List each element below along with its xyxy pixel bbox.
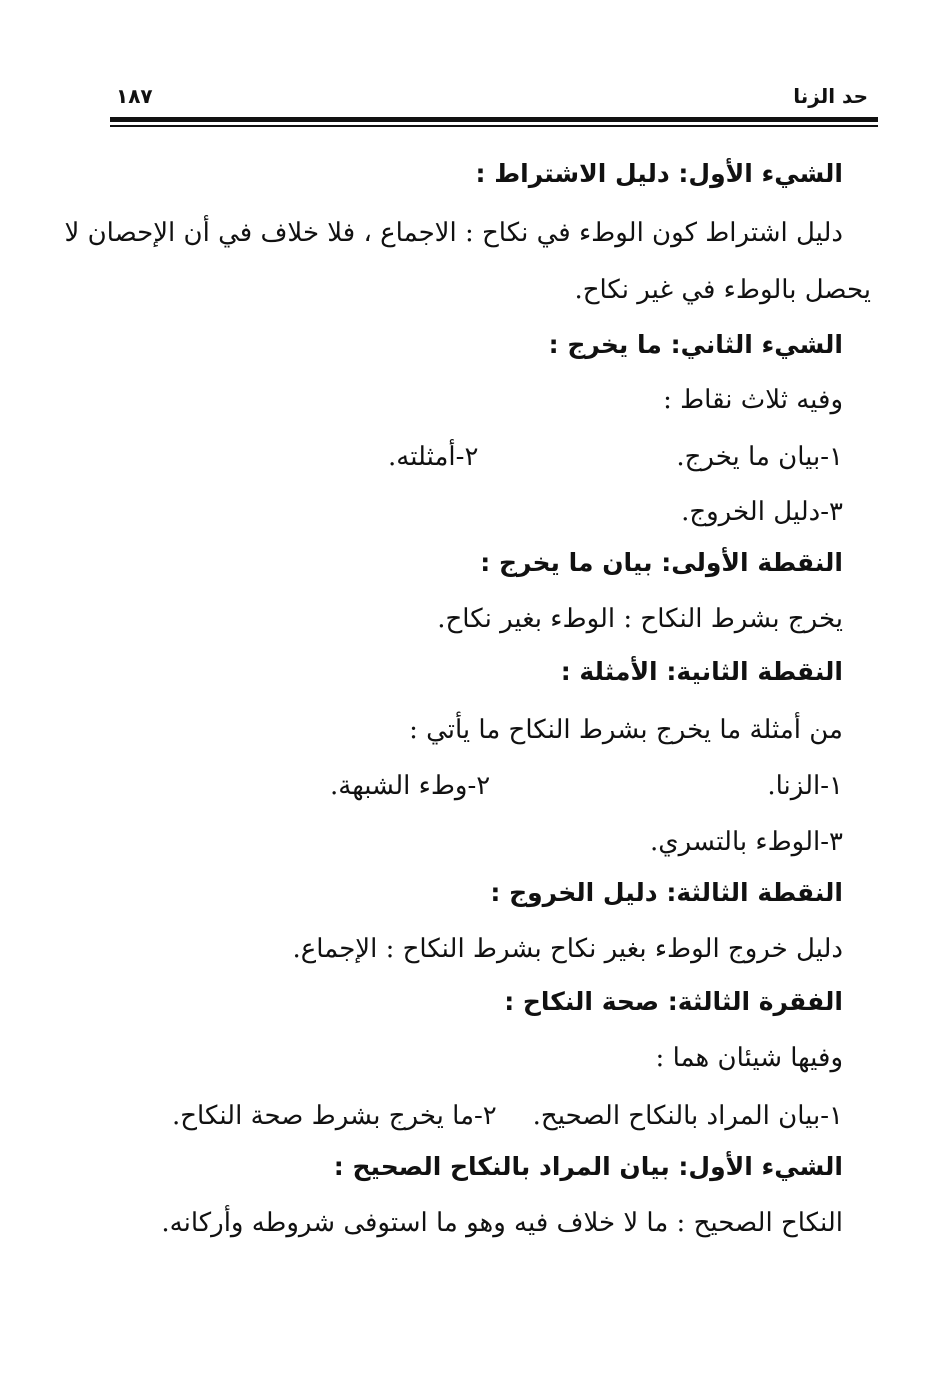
running-header bbox=[110, 82, 878, 112]
heading-point-one: النقطة الأولى: بيان ما يخرج : bbox=[480, 548, 843, 577]
paragraph-line: دليل اشتراط كون الوطء في نكاح : الاجماع ، فلا خلاف في أن الإحصان لا bbox=[64, 218, 843, 248]
header-title: حد الزنا bbox=[793, 84, 868, 108]
list-row bbox=[0, 769, 843, 803]
heading-point-three: النقطة الثالثة: دليل الخروج : bbox=[490, 878, 843, 907]
list-row bbox=[0, 1099, 843, 1133]
list-item: ٢-أمثلته. bbox=[388, 442, 479, 472]
header-rule-thick bbox=[110, 117, 878, 122]
paragraph-line: يخرج بشرط النكاح : الوطء بغير نكاح. bbox=[437, 604, 843, 634]
list-item: ٣-الوطء بالتسري. bbox=[650, 827, 843, 857]
list-item: ٢-ما يخرج بشرط صحة النكاح. bbox=[172, 1101, 497, 1131]
list-item: ١-بيان ما يخرج. bbox=[676, 442, 843, 472]
paragraph-line: وفيها شيئان هما : bbox=[655, 1043, 843, 1073]
paragraph-line: النكاح الصحيح : ما لا خلاف فيه وهو ما استوفى شروطه وأركانه. bbox=[161, 1208, 843, 1238]
list-row bbox=[0, 440, 843, 474]
heading-second-thing: الشيء الثاني: ما يخرج : bbox=[548, 330, 843, 359]
page-number: ١٨٧ bbox=[116, 84, 153, 108]
heading-first-thing-meaning: الشيء الأول: بيان المراد بالنكاح الصحيح : bbox=[333, 1152, 843, 1181]
paragraph-line: دليل خروج الوطء بغير نكاح بشرط النكاح : الإجماع. bbox=[292, 934, 843, 964]
paragraph-line: من أمثلة ما يخرج بشرط النكاح ما يأتي : bbox=[409, 715, 843, 745]
list-item: ٣-دليل الخروج. bbox=[681, 497, 843, 527]
list-item: ١-بيان المراد بالنكاح الصحيح. bbox=[532, 1101, 843, 1131]
list-item: ١-الزنا. bbox=[767, 771, 843, 801]
paragraph-line: وفيه ثلاث نقاط : bbox=[663, 385, 843, 415]
paragraph-line: يحصل بالوطء في غير نكاح. bbox=[574, 275, 871, 305]
list-item: ٢-وطء الشبهة. bbox=[330, 771, 491, 801]
heading-third-paragraph: الفقرة الثالثة: صحة النكاح : bbox=[504, 987, 843, 1016]
header-rule-thin bbox=[110, 125, 878, 127]
heading-point-two: النقطة الثانية: الأمثلة : bbox=[560, 657, 843, 686]
heading-first-thing-evidence: الشيء الأول: دليل الاشتراط : bbox=[475, 159, 843, 188]
